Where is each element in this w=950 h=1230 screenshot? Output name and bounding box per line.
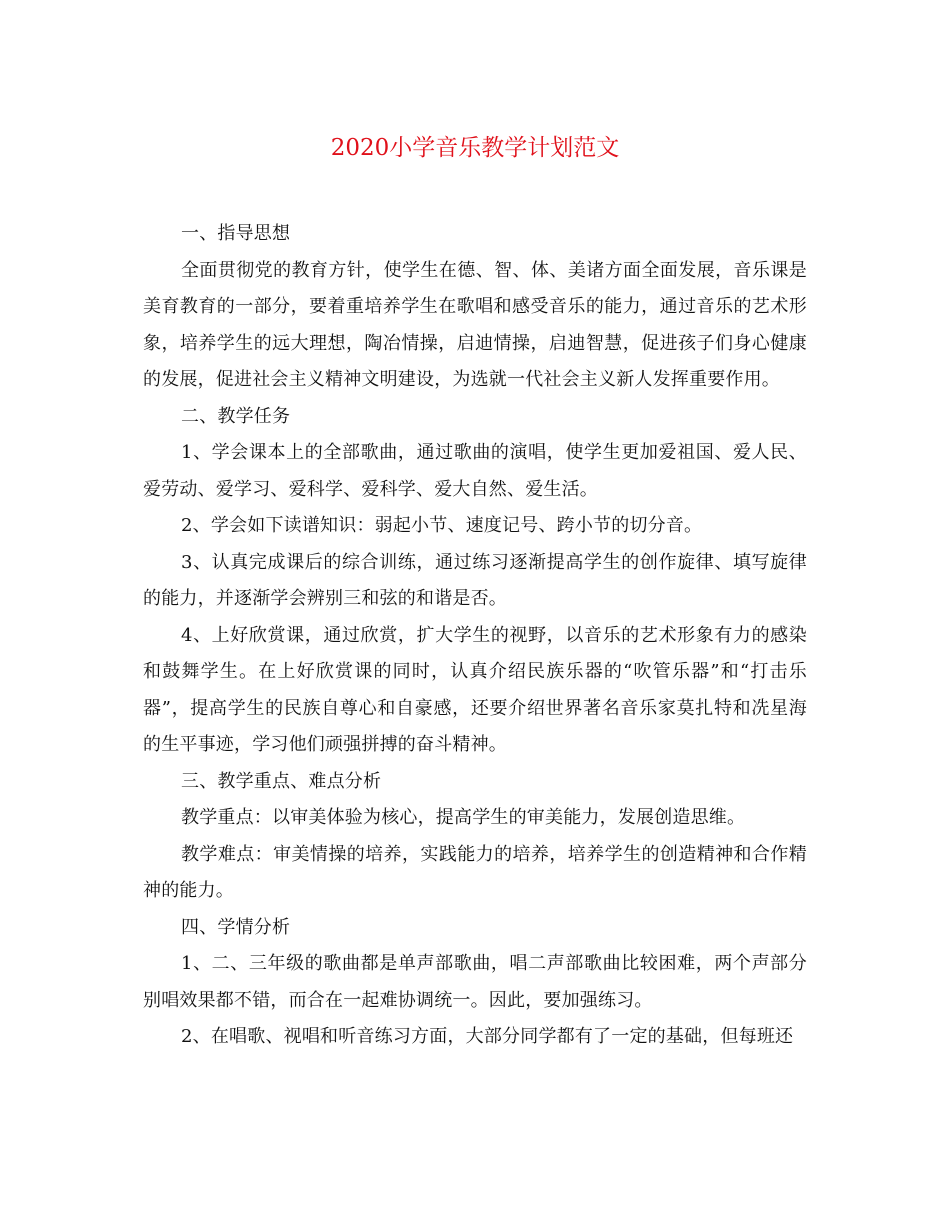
section-heading-student-analysis: 四、学情分析: [181, 916, 291, 938]
paragraph: 4、上好欣赏课，通过欣赏，扩大学生的视野，以音乐的艺术形象有力的感染和鼓舞学生。在上好欣赏课的同时，认真介绍民族乐器的“吹管乐器”和“打击乐器”，提高学生的民族自尊心和自豪感，还要介绍世界著名音乐家莫扎特和冼星海的生平事迹，学习他们顽强拼搏的奋斗精神。: [143, 624, 807, 755]
section-heading-teaching-tasks: 二、教学任务: [181, 405, 291, 427]
paragraph: 教学重点：以审美体验为核心，提高学生的审美能力，发展创造思维。: [181, 807, 746, 828]
paragraph: 2、在唱歌、视唱和听音练习方面，大部分同学都有了一定的基础，但每班还: [181, 1026, 794, 1047]
paragraph: 1、学会课本上的全部歌曲，通过歌曲的演唱，使学生更加爱祖国、爱人民、爱劳动、爱学习、爱科学、爱科学、爱大自然、爱生活。: [143, 442, 807, 500]
section-heading-key-points: 三、教学重点、难点分析: [181, 770, 382, 792]
section-heading-guiding-ideology: 一、指导思想: [181, 223, 291, 244]
paragraph: 1、二、三年级的歌曲都是单声部歌曲，唱二声部歌曲比较困难，两个声部分别唱效果都不错，而合在一起难协调统一。因此，要加强练习。: [143, 953, 807, 1011]
paragraph: 3、认真完成课后的综合训练，通过练习逐渐提高学生的创作旋律、填写旋律的能力，并逐渐学会辨别三和弦的和谐是否。: [143, 551, 807, 609]
document-body: [143, 216, 807, 1056]
paragraph: 教学难点：审美情操的培养，实践能力的培养，培养学生的创造精神和合作精神的能力。: [143, 843, 807, 901]
paragraph: 全面贯彻党的教育方针，使学生在德、智、体、美诸方面全面发展，音乐课是美育教育的一部分，要着重培养学生在歌唱和感受音乐的能力，通过音乐的艺术形象，培养学生的远大理想，陶冶情操，启迪情操，启迪智慧，促进孩子们身心健康的发展，促进社会主义精神文明建设，为选就一代社会主义新人发挥重要作用。: [143, 259, 807, 390]
document-title: 2020小学音乐教学计划范文: [330, 135, 620, 161]
paragraph: 2、学会如下读谱知识：弱起小节、速度记号、跨小节的切分音。: [181, 515, 703, 536]
